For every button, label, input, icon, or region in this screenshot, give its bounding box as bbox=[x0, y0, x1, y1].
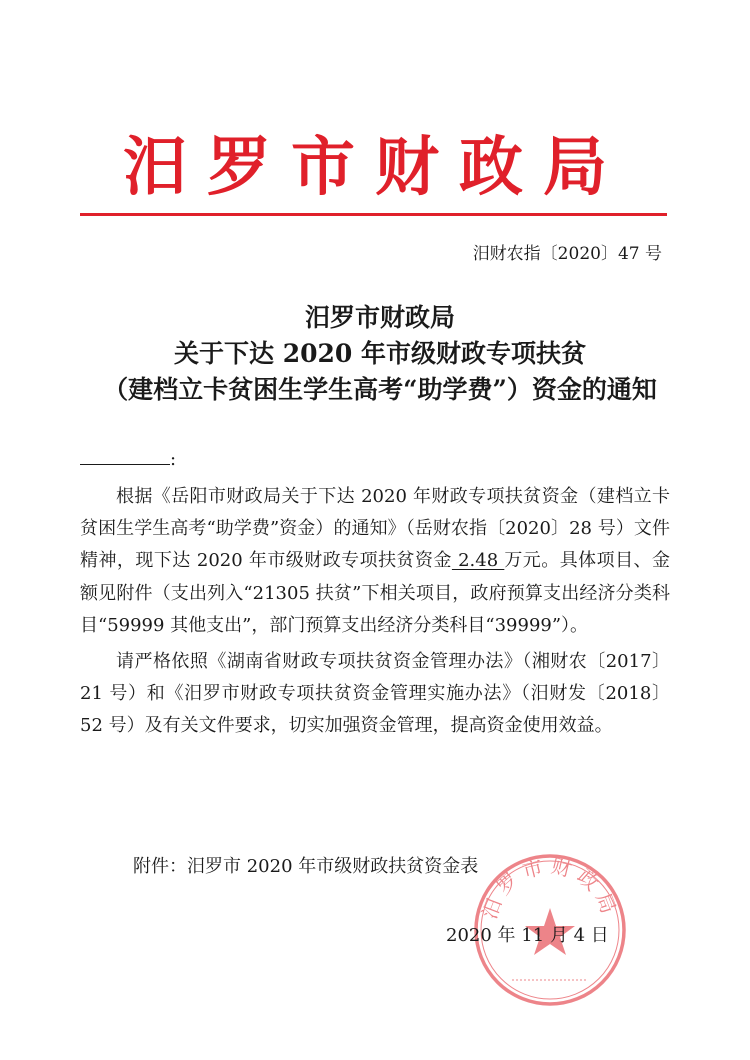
title-line-1: 汨罗市财政局 bbox=[304, 303, 455, 332]
letterhead-title: 汨罗市财政局 bbox=[123, 130, 627, 205]
red-divider bbox=[80, 213, 667, 216]
issue-date: 2020 年 11 月 4 日 bbox=[446, 925, 609, 946]
seal-text: 汨罗市财政局 bbox=[477, 853, 623, 923]
attachment-note: 附件：汨罗市 2020 年市级财政扶贫资金表 bbox=[133, 856, 479, 877]
salutation bbox=[80, 446, 176, 474]
paragraph-2: 请严格依照《湖南省财政专项扶贫资金管理办法》（湘财农〔2017〕21 号）和《汨罗市财政专项扶贫资金管理实施办法》（汨财发〔2018〕52 号）及有关文件要求，切实加强资金管理，提高资金使用效益。 bbox=[80, 651, 670, 737]
paragraph-1-end: 万元。具体项目、金额见附件（支出列入“21305 扶贫”下相关项目，政府预算支出经济分类科目“59999 其他支出”，部门预算支出经济分类科目“39999”）。 bbox=[80, 550, 670, 636]
fund-amount: 2.48 bbox=[451, 550, 505, 572]
title-line-3: （建档立卡贫困生学生高考“助学费”）资金的通知 bbox=[103, 375, 657, 404]
document-number: 汨财农指〔2020〕47 号 bbox=[472, 244, 662, 264]
paragraph-1-start: 根据《岳阳市财政局关于下达 2020 年财政专项扶贫资金（建档立卡贫困生学生高考“助学费”资金）的通知》（岳财农指〔2020〕28 号）文件精神，现下达 2020 年市级财政专项扶贫资金 bbox=[80, 486, 670, 572]
body-text bbox=[80, 481, 670, 747]
salutation-colon: : bbox=[170, 449, 177, 470]
paragraph-1 bbox=[80, 481, 670, 642]
title-line-2: 关于下达 2020 年市级财政专项扶贫 bbox=[174, 339, 586, 368]
recipient-blank bbox=[80, 446, 170, 465]
notice-title bbox=[60, 300, 700, 408]
